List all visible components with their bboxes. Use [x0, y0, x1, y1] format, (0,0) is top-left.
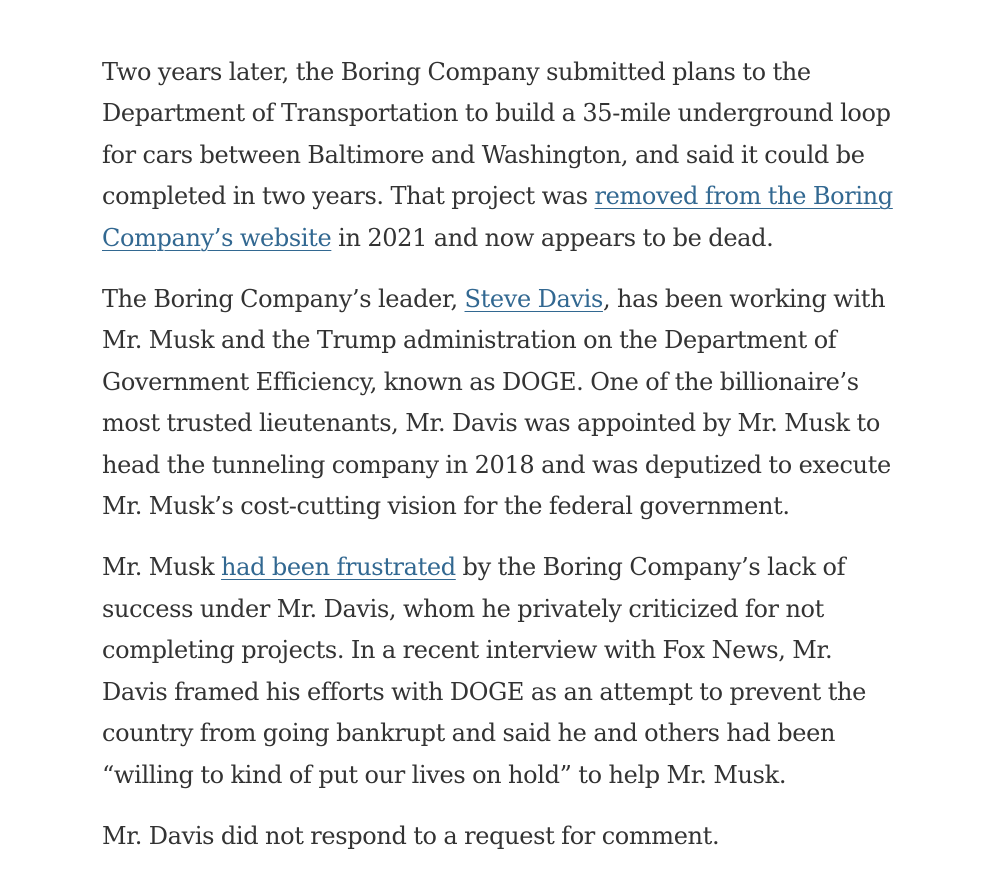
text-segment: completed in two years. That project was — [102, 182, 595, 211]
text-line — [102, 547, 932, 588]
text-segment: , has been working with — [602, 285, 886, 314]
text-line: Two years later, the Boring Company submitted plans to the — [102, 58, 811, 86]
text-line — [102, 279, 932, 320]
text-line: Mr. Davis did not respond to a request for comment. — [102, 821, 720, 850]
text-line — [102, 176, 932, 217]
text-line: “willing to kind of put our lives on hold” to help Mr. Musk. — [102, 760, 787, 789]
text-line: most trusted lieutenants, Mr. Davis was appointed by Mr. Musk to — [102, 409, 880, 438]
text-line: Mr. Musk and the Trump administration on the Department of — [102, 326, 837, 355]
text-line: Davis framed his efforts with DOGE as an attempt to prevent the — [102, 677, 866, 706]
text-line — [102, 218, 932, 259]
paragraph-steve-davis — [102, 279, 932, 527]
text-line: Mr. Musk’s cost-cutting vision for the federal government. — [102, 492, 790, 521]
link-removed-from-website-cont[interactable]: Company’s website — [102, 223, 332, 252]
text-line: success under Mr. Davis, whom he privately criticized for not — [102, 594, 824, 623]
text-segment: The Boring Company’s leader, — [102, 285, 465, 314]
text-segment: by the Boring Company’s lack of — [455, 553, 846, 582]
text-segment: in 2021 and now appears to be dead. — [331, 223, 774, 252]
paragraph-boring-loop-plans — [102, 52, 932, 259]
text-line: for cars between Baltimore and Washington, and said it could be — [102, 140, 865, 169]
link-steve-davis[interactable]: Steve Davis — [464, 285, 603, 314]
text-segment: Mr. Musk — [102, 553, 222, 582]
text-line: head the tunneling company in 2018 and was deputized to execute — [102, 450, 891, 479]
text-line: Department of Transportation to build a 35-mile underground loop — [102, 99, 891, 128]
text-line: country from going bankrupt and said he and others had been — [102, 719, 836, 748]
article-body — [102, 52, 932, 857]
text-line: Government Efficiency, known as DOGE. One of the billionaire’s — [102, 367, 859, 396]
link-had-been-frustrated[interactable]: had been frustrated — [221, 553, 456, 582]
paragraph-no-comment — [102, 816, 932, 857]
paragraph-musk-frustrated — [102, 547, 932, 795]
text-line: completing projects. In a recent interview with Fox News, Mr. — [102, 636, 833, 665]
link-removed-from-website[interactable]: removed from the Boring — [594, 182, 893, 211]
